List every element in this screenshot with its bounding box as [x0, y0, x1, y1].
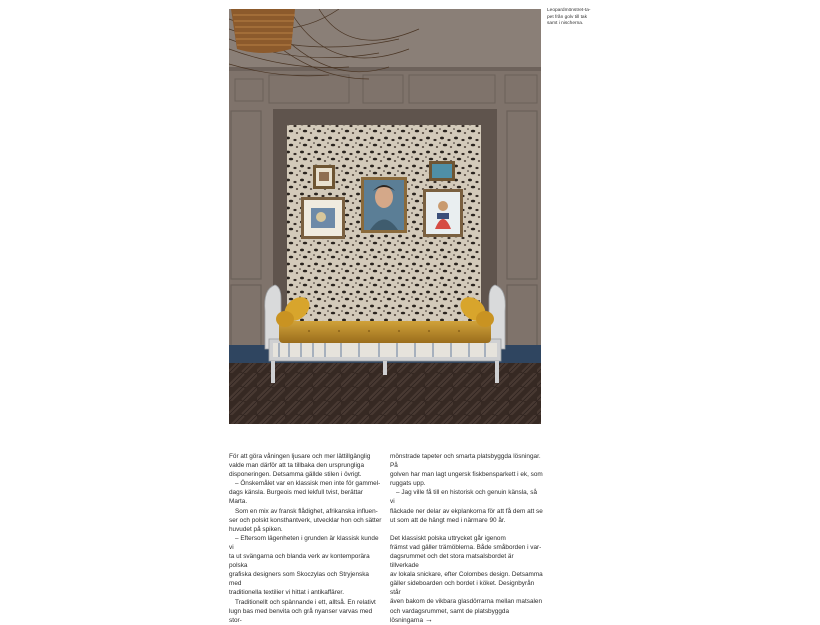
- painting-small-top-left: [313, 165, 335, 189]
- text-line: ruggats upp.: [390, 480, 426, 488]
- text-line: För att göra våningen ljusare och mer lättillgänglig: [229, 453, 371, 460]
- text-line: fläckade ner delar av ekplankorna för att få dem att se: [390, 507, 543, 515]
- interior-photo: [229, 9, 541, 424]
- text-line: gäller sideboarden och bordet i köket. Designbyrån står: [390, 580, 535, 597]
- interior-photo-svg: [229, 9, 541, 424]
- lamp-shade: [231, 9, 295, 53]
- text-line: även bakom de vikbara glasdörrarna mellan matsalen: [390, 598, 543, 606]
- text-line: – Önskemålet var en klassisk men inte för gammel-: [235, 480, 381, 488]
- text-line: ut som att de hängt med i närmare 90 år.: [390, 516, 506, 524]
- text-line: traditionella textilier vi hittat i antikaffärer.: [229, 589, 344, 597]
- text-line-content: och vardagsrummet, samt de platsbyggda lösningarna: [390, 607, 509, 624]
- text-line: dagsrummet och det stora matsalsbordet är tillverkade: [390, 552, 514, 570]
- velvet-mattress: [279, 321, 491, 343]
- painting-portrait: [361, 177, 407, 233]
- text-line: ta ut svängarna och blanda verk av kontemporära polska: [229, 553, 370, 570]
- text-line: Traditionellt och spännande i ett, alltså. En relativt: [235, 598, 376, 606]
- painting-right: [423, 189, 463, 237]
- text-line: [390, 607, 543, 625]
- text-line: av lokala snickare, efter Colombes design. Detsamma: [390, 571, 543, 579]
- text-line: Det klassiskt polska uttrycket går igenom: [390, 534, 506, 542]
- photo-caption: [547, 8, 611, 28]
- text-line: lugn bas med benvita och grå nyanser varvas med stor-: [229, 607, 373, 624]
- text-line: – Eftersom lägenheten i grunden är klassisk kunde vi: [229, 534, 379, 551]
- text-line: golven har man lagt ungersk fiskbensparkett i ek, som: [390, 471, 543, 479]
- continue-arrow-icon: →: [425, 614, 434, 624]
- text-line: dags känsla. Burgeois med lekfull tvist, berättar Marta.: [229, 489, 363, 506]
- text-line: valde man därför att ta tillbaka den ursprungliga: [229, 462, 364, 470]
- article-column-2: [390, 452, 543, 625]
- text-line: mönstrade tapeter och smarta platsbyggda lösningar. På: [390, 453, 541, 470]
- text-line: främst vad gäller trämöblerna. Både småborden i var-: [390, 543, 542, 551]
- text-line: ser och polskt konsthantverk, utvecklar hon och sätter: [229, 516, 382, 524]
- text-line: Som en mix av fransk flådighet, afrikanska influen-: [235, 507, 378, 515]
- caption-line: samt i nischerna.: [547, 21, 584, 27]
- text-line: – Jag ville få till en historisk och genuin känsla, så vi: [390, 489, 538, 506]
- text-line: grafiska designers som Skoczylas och Stryjenska med: [229, 571, 369, 588]
- caption-line: Leopardmönstret-ta-: [547, 8, 591, 13]
- caption-line: pet från golv till tak: [547, 14, 587, 20]
- text-line: disponeringen. Detsamma gällde stilen i övrigt.: [229, 471, 362, 479]
- text-line: huvudet på spiken.: [229, 525, 283, 533]
- article-column-1: [229, 452, 382, 625]
- painting-small-top-right: [429, 161, 455, 181]
- painting-left: [301, 197, 345, 239]
